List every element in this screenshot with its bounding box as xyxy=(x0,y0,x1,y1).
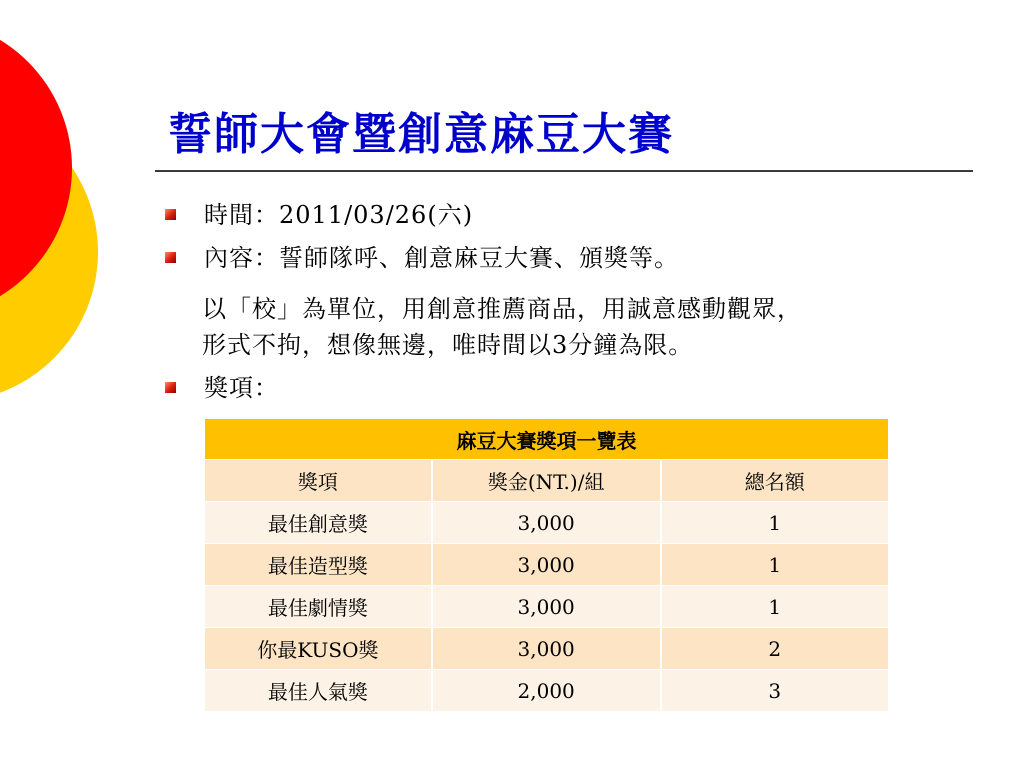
table-header-row xyxy=(205,460,888,502)
table-row xyxy=(205,502,888,544)
table-row xyxy=(205,670,888,712)
bullet-square-icon xyxy=(165,382,176,393)
bullet-content-text: 內容：誓師隊呼、創意麻豆大賽、頒獎等。 xyxy=(204,244,679,272)
slide-title: 誓師大會暨創意麻豆大賽 xyxy=(168,109,674,160)
bullet-square-icon xyxy=(165,209,176,220)
column-header-award: 獎項 xyxy=(205,460,432,502)
award-name-cell: 最佳人氣獎 xyxy=(205,670,432,712)
table-row xyxy=(205,544,888,586)
award-name-cell: 最佳造型獎 xyxy=(205,544,432,586)
quota-cell: 1 xyxy=(661,586,888,628)
description-line: 以「校」為單位，用創意推薦商品，用誠意感動觀眾， xyxy=(202,295,802,323)
content-description xyxy=(202,291,802,363)
award-name-cell: 最佳創意獎 xyxy=(205,502,432,544)
table-caption-row xyxy=(205,419,888,460)
prize-cell: 2,000 xyxy=(432,670,661,712)
bullet-time-text: 時間：2011/03/26(六) xyxy=(204,201,474,229)
prize-cell: 3,000 xyxy=(432,628,661,670)
column-header-prize: 獎金(NT.)/組 xyxy=(432,460,661,502)
quota-cell: 2 xyxy=(661,628,888,670)
bullet-awards-text: 獎項： xyxy=(204,374,279,402)
title-divider xyxy=(155,170,973,172)
table-caption: 麻豆大賽獎項一覽表 xyxy=(205,419,888,460)
bullet-square-icon xyxy=(165,252,176,263)
award-name-cell: 你最KUSO獎 xyxy=(205,628,432,670)
quota-cell: 3 xyxy=(661,670,888,712)
quota-cell: 1 xyxy=(661,544,888,586)
award-name-cell: 最佳劇情獎 xyxy=(205,586,432,628)
prize-cell: 3,000 xyxy=(432,544,661,586)
description-line: 形式不拘，想像無邊，唯時間以3分鐘為限。 xyxy=(202,331,694,359)
prize-cell: 3,000 xyxy=(432,586,661,628)
table-row xyxy=(205,586,888,628)
column-header-quota: 總名額 xyxy=(661,460,888,502)
table-row xyxy=(205,628,888,670)
quota-cell: 1 xyxy=(661,502,888,544)
prize-cell: 3,000 xyxy=(432,502,661,544)
awards-table xyxy=(205,419,888,712)
